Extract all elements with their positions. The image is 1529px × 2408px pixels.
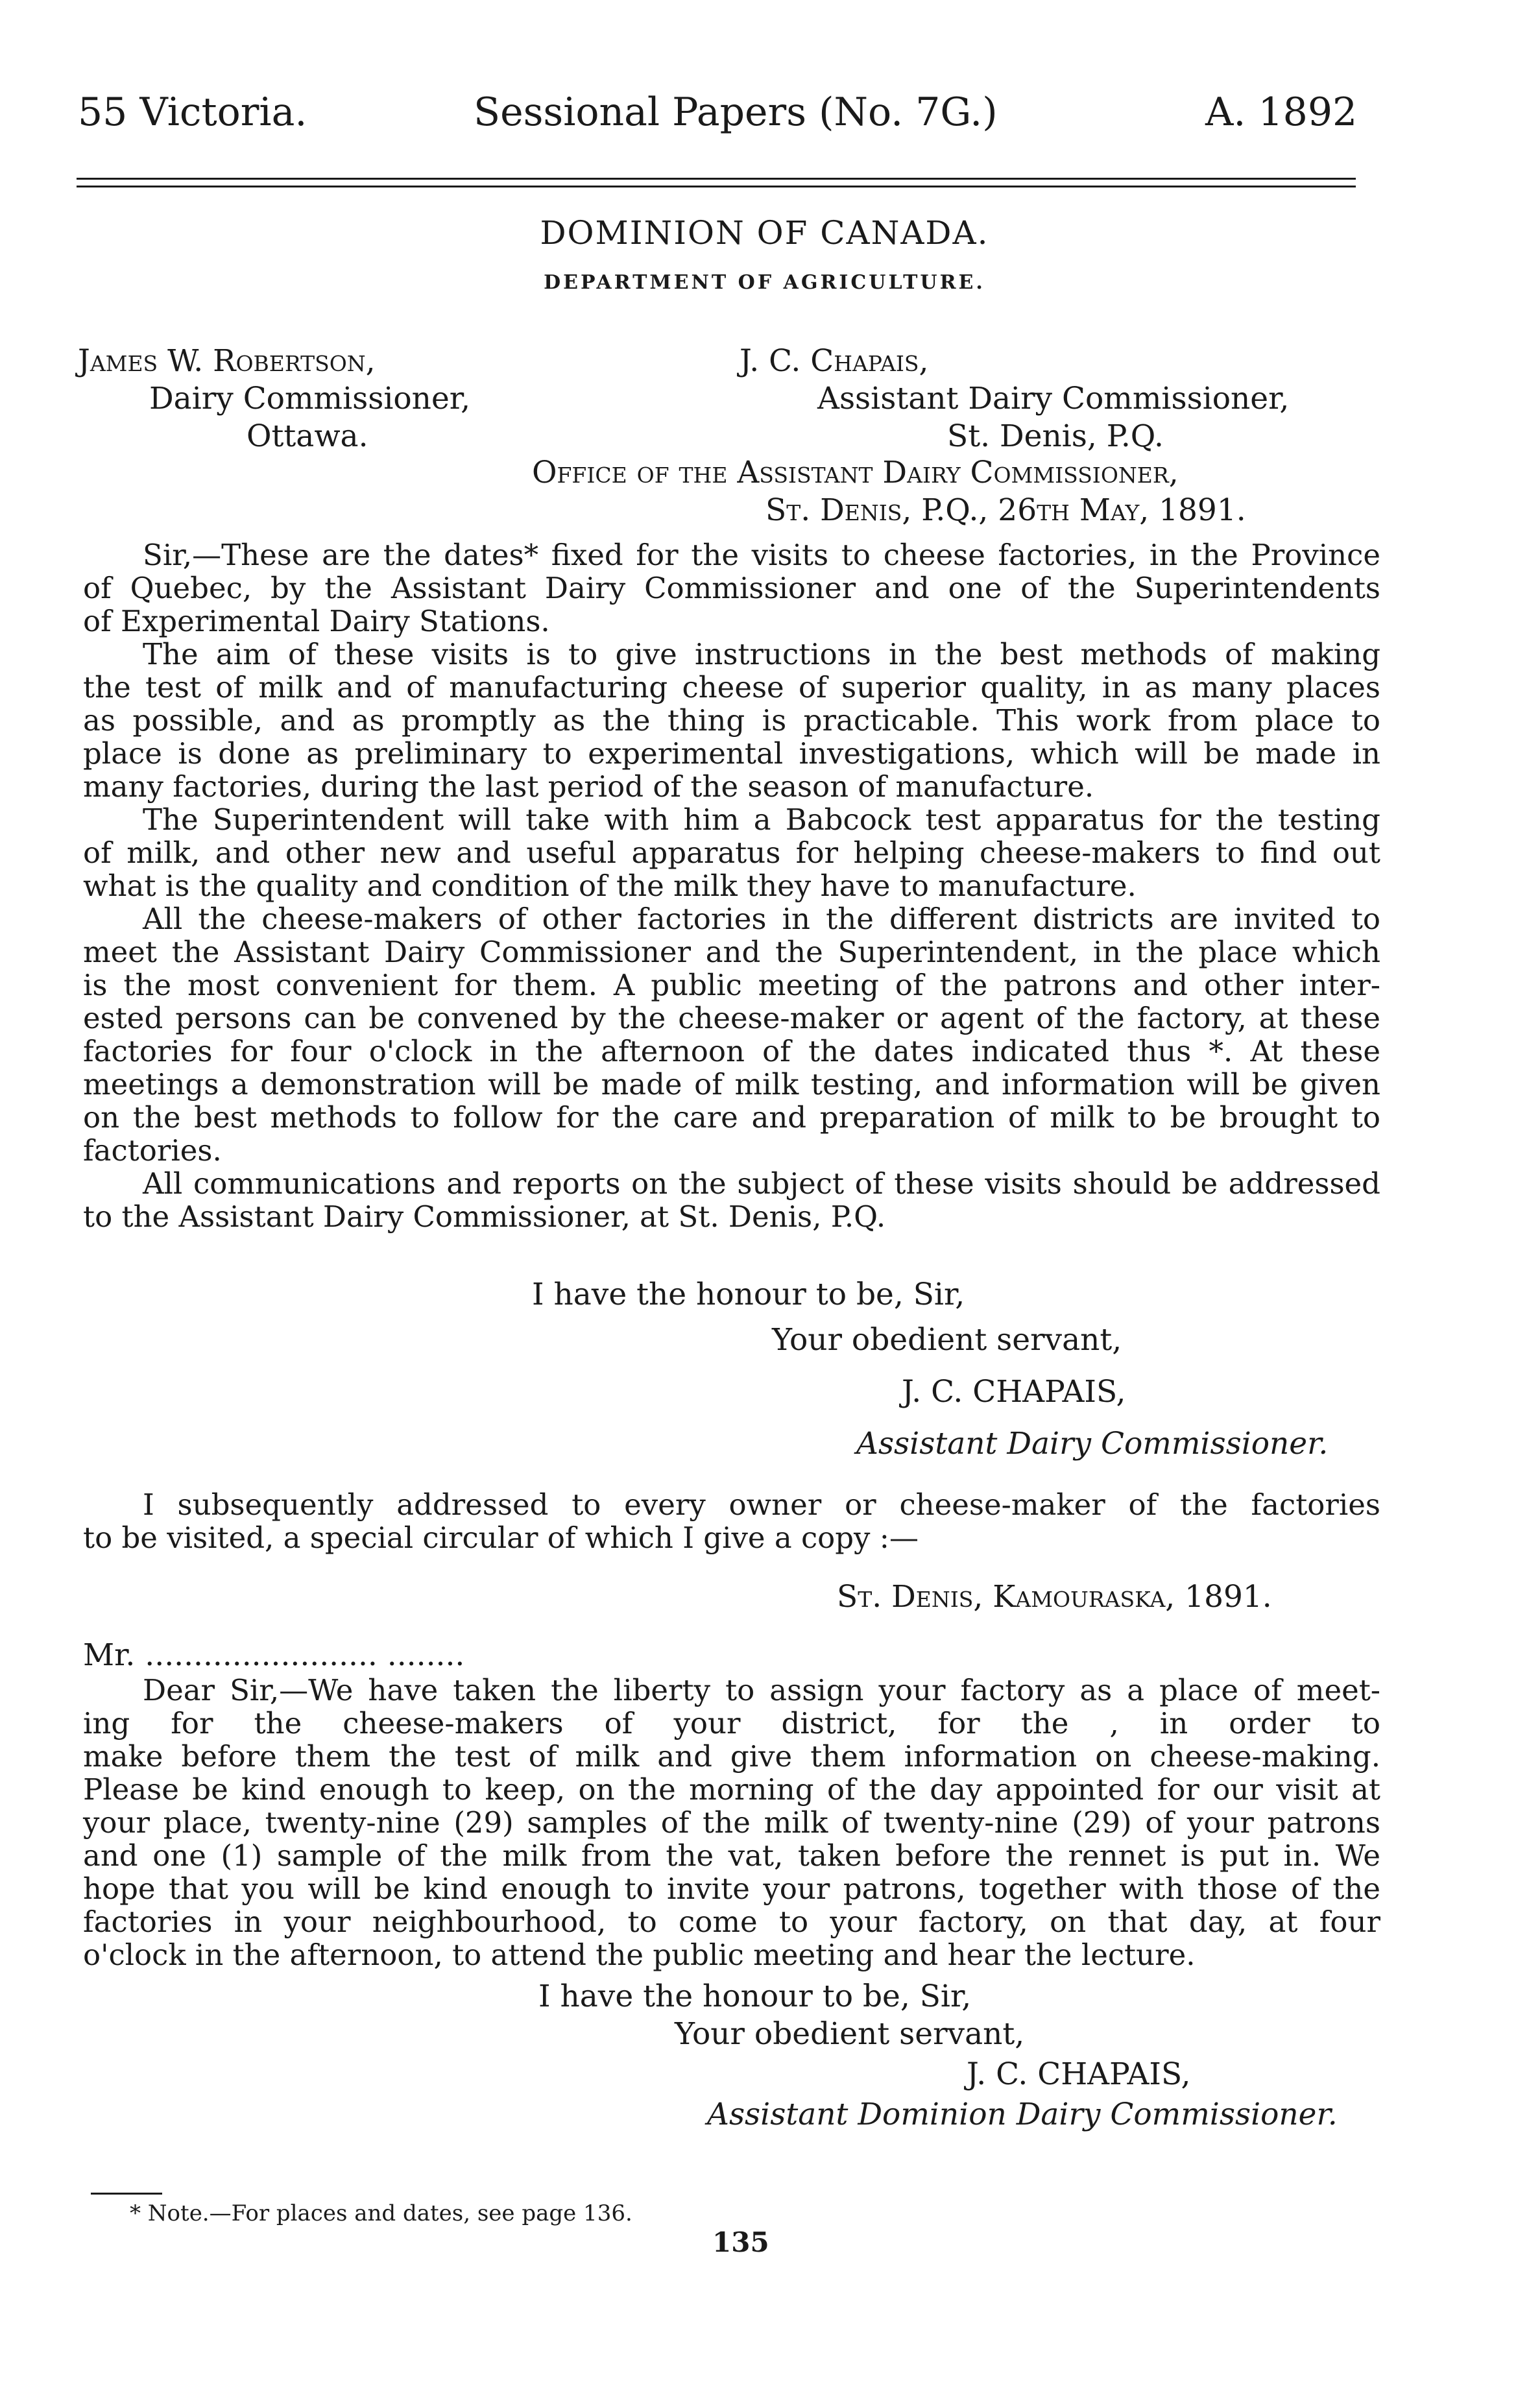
letter1-p4-line: on the best methods to follow for the care and preparation of milk to be brought to bbox=[83, 1100, 1380, 1135]
letter1-p1-line: of Quebec, by the Assistant Dairy Commissioner and one of the Superintendents bbox=[83, 571, 1380, 605]
letter2-closing-1: I have the honour to be, Sir, bbox=[538, 1979, 972, 2014]
letter1-p1-line: of Experimental Dairy Stations. bbox=[83, 604, 550, 638]
office-line-1: Office of the Assistant Dairy Commissioner, bbox=[532, 455, 1179, 490]
addressee-right bbox=[740, 343, 1289, 455]
letter2-body bbox=[83, 1674, 1380, 1971]
letter2-p1-line: your place, twenty-nine (29) samples of the milk of twenty-nine (29) of your patrons bbox=[83, 1805, 1380, 1840]
letter1-p2-line: The aim of these visits is to give instructions in the best methods of making bbox=[143, 637, 1380, 671]
letter2-closing-2: Your obedient servant, bbox=[675, 2016, 1025, 2052]
addressee-right-place: St. Denis, P.Q. bbox=[947, 418, 1164, 454]
footnote-rule bbox=[91, 2193, 162, 2195]
letter1-p4-line: factories. bbox=[83, 1133, 222, 1168]
letter1-signature: J. C. CHAPAIS, bbox=[902, 1374, 1126, 1410]
letter1-p2-line: as possible, and as promptly as the thing is practicable. This work from place to bbox=[83, 703, 1380, 738]
letter1-p5-line: All communications and reports on the subject of these visits should be addressed bbox=[143, 1166, 1380, 1201]
letter1-p4-line: meetings a demonstration will be made of milk testing, and information will be given bbox=[83, 1067, 1380, 1102]
letter1-p4-line: is the most convenient for them. A public meeting of the patrons and other inter- bbox=[83, 968, 1380, 1002]
interlude-line: I subsequently addressed to every owner or cheese-maker of the factories bbox=[143, 1487, 1380, 1522]
footnote: * Note.—For places and dates, see page 136. bbox=[130, 2200, 632, 2226]
header-right: A. 1892 bbox=[1205, 90, 1358, 135]
letter1-p4-line: ested persons can be convened by the cheese-maker or agent of the factory, at these bbox=[83, 1001, 1380, 1035]
letter2-p1-line: hope that you will be kind enough to invite your patrons, together with those of the bbox=[83, 1872, 1380, 1906]
letter1-p3-line: of milk, and other new and useful apparatus for helping cheese-makers to find out bbox=[83, 836, 1380, 870]
page-number: 135 bbox=[712, 2226, 769, 2258]
dateline-2: St. Denis, Kamouraska, 1891. bbox=[837, 1579, 1272, 1615]
addressee-right-role: Assistant Dairy Commissioner, bbox=[817, 381, 1290, 416]
addressee-left-role: Dairy Commissioner, bbox=[149, 381, 471, 416]
addressee-left-place: Ottawa. bbox=[247, 418, 368, 454]
letter2-p1-line: make before them the test of milk and give them information on cheese-making. bbox=[83, 1739, 1380, 1774]
letter2-p1-line: ing for the cheese-makers of your district, for the , in order to bbox=[83, 1706, 1380, 1740]
letter1-p3-line: what is the quality and condition of the milk they have to manufacture. bbox=[83, 869, 1137, 903]
interlude-text bbox=[83, 1488, 1380, 1554]
letter1-p4-line: meet the Assistant Dairy Commissioner and the Superintendent, in the place which bbox=[83, 935, 1380, 969]
addressee-left-name: James W. Robertson, bbox=[78, 343, 376, 379]
letter2-p1-line: Please be kind enough to keep, on the morning of the day appointed for our visit at bbox=[83, 1772, 1380, 1807]
header-rule-top bbox=[77, 178, 1356, 180]
letter2-p1-line: and one (1) sample of the milk from the vat, taken before the rennet is put in. We bbox=[83, 1838, 1380, 1873]
salutation: Mr. ........................ ........ bbox=[83, 1637, 465, 1673]
letter1-p3-line: The Superintendent will take with him a Babcock test apparatus for the testing bbox=[143, 802, 1380, 837]
letter1-p2-line: the test of milk and of manufacturing cheese of superior quality, in as many places bbox=[83, 670, 1380, 704]
letter2-signature: J. C. CHAPAIS, bbox=[967, 2056, 1191, 2092]
letter1-p2-line: place is done as preliminary to experimental investigations, which will be made in bbox=[83, 736, 1380, 771]
letter2-p1-line: factories in your neighbourhood, to come to your factory, on that day, at four bbox=[83, 1905, 1380, 1939]
letter2-signer-title: Assistant Dominion Dairy Commissioner. bbox=[707, 2097, 1338, 2132]
header-left: 55 Victoria. bbox=[78, 90, 307, 135]
letter1-closing-2: Your obedient servant, bbox=[772, 1322, 1122, 1358]
office-line-2: St. Denis, P.Q., 26th May, 1891. bbox=[765, 492, 1246, 528]
letter2-p1-line: o'clock in the afternoon, to attend the public meeting and hear the lecture. bbox=[83, 1938, 1196, 1972]
letter1-p5-line: to the Assistant Dairy Commissioner, at St. Denis, P.Q. bbox=[83, 1199, 886, 1234]
document-subtitle: DEPARTMENT OF AGRICULTURE. bbox=[544, 271, 985, 294]
document-title: DOMINION OF CANADA. bbox=[540, 214, 989, 252]
addressee-right-name: J. C. Chapais, bbox=[740, 343, 929, 379]
letter1-p4-line: All the cheese-makers of other factories in the different districts are invited to bbox=[143, 902, 1380, 936]
letter1-closing-1: I have the honour to be, Sir, bbox=[532, 1277, 965, 1312]
header-rule-bottom bbox=[77, 186, 1356, 187]
interlude-line: to be visited, a special circular of which I give a copy :— bbox=[83, 1521, 919, 1555]
letter1-signer-title: Assistant Dairy Commissioner. bbox=[856, 1426, 1329, 1462]
letter1-p1-line: Sir,—These are the dates* fixed for the visits to cheese factories, in the Province bbox=[143, 538, 1380, 572]
letter1-body bbox=[83, 538, 1380, 1233]
letter1-p2-line: many factories, during the last period of the season of manufacture. bbox=[83, 769, 1094, 804]
addressee-left bbox=[78, 343, 470, 455]
letter1-p4-line: factories for four o'clock in the afternoon of the dates indicated thus *. At these bbox=[83, 1034, 1380, 1068]
header-center: Sessional Papers (No. 7G.) bbox=[474, 90, 998, 135]
letter2-p1-line: Dear Sir,—We have taken the liberty to assign your factory as a place of meet- bbox=[143, 1673, 1380, 1707]
